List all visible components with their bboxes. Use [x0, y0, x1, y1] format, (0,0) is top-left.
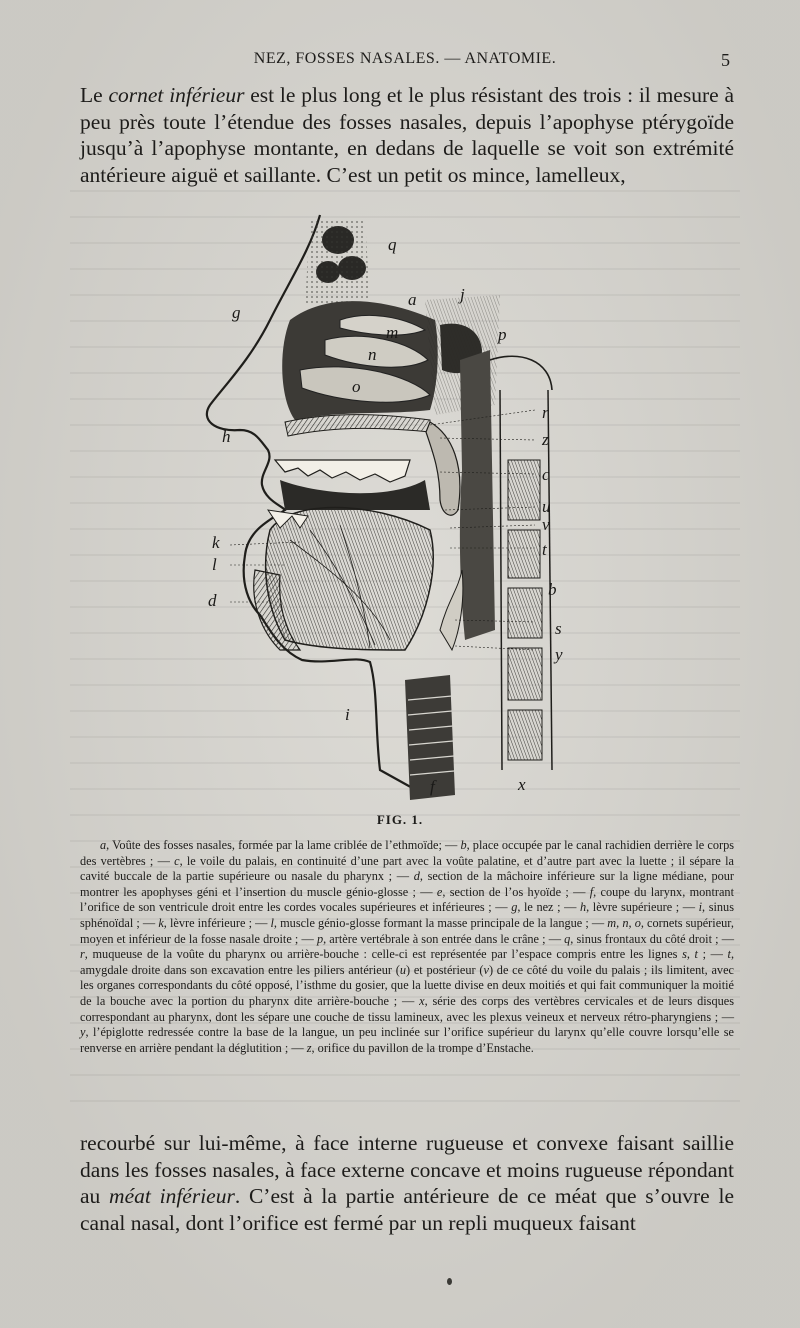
label-g: g	[232, 303, 241, 322]
anatomical-figure	[190, 210, 590, 800]
label-j: j	[460, 285, 465, 304]
label-r: r	[542, 403, 549, 422]
header-title: NEZ, FOSSES NASALES. — ANATOMIE.	[253, 50, 557, 67]
label-b: b	[548, 580, 557, 599]
tongue	[266, 508, 434, 651]
label-o: o	[352, 377, 361, 396]
paragraph-bottom	[80, 1130, 734, 1236]
caption-text-x: , série des corps des vertèbres cervicales et de leurs disques correspondant au pharynx, dont les sépare une couche de tissu lamineux, avec les plexus veineux et nerveux rétro-pharyngiens ; —	[80, 993, 734, 1024]
running-header	[80, 50, 730, 76]
caption-letter-v: v	[483, 962, 489, 977]
sagittal-section-illustration	[190, 210, 590, 800]
caption-letter-s: s	[682, 947, 687, 962]
caption-letter-d: d	[413, 869, 420, 884]
caption-text-a: , Voûte des fosses nasales, formée par la lame criblée de l’ethmoïde; —	[106, 838, 461, 852]
caption-letter-f: f	[589, 884, 594, 899]
caption-text-i: , sinus sphénoïdal ; —	[80, 900, 734, 930]
paragraph-top-part3: est le plus long et le plus résistant des trois : il mesure à peu près toute l’étendue des fosses nasales, depuis l’apophyse ptérygoïde jusqu’à l’apophyse montante, en dedans de laquelle se voit son extrémité antérieure aiguë et saillante. C’est un petit os mince, lamelleux,	[80, 83, 734, 187]
label-u: u	[542, 497, 551, 516]
label-d: d	[208, 591, 217, 610]
caption-letter-a: a	[100, 838, 107, 852]
caption-text-h: , lèvre supérieure ; —	[586, 900, 699, 915]
label-m: m	[386, 323, 399, 342]
caption-letter-g: g	[511, 900, 518, 915]
label-f: f	[430, 777, 435, 796]
caption-text-v: ) de ce côté du voile du palais ; ils limitent, avec les organes correspondants du côté opposé, l’isthme du gosier, que la luette divise en deux moitiés et qui fait communiquer la moitié de la bouche avec la portion du pharynx dite arrière-bouche ; —	[80, 962, 735, 1008]
paragraph-bottom-part3: . C’est à la partie antérieure de ce méat que s’ouvre le canal nasal, dont l’orifice est fermé par un repli muqueux faisant	[80, 1184, 734, 1235]
caption-text-t: ; —	[697, 947, 728, 962]
epiglottis	[440, 570, 463, 650]
caption-letter-u: u	[399, 962, 406, 977]
hard-palate	[285, 415, 430, 436]
label-z: z	[542, 430, 549, 449]
caption-text-f: , coupe du larynx, montrant l’orifice de son ventricule droit entre les cordes vocales supérieures et inférieures ; —	[80, 884, 734, 915]
caption-text-p: , artère vertébrale à son entrée dans le crâne ; —	[323, 931, 565, 946]
figure-title: FIG. 1.	[376, 812, 424, 827]
label-s: s	[555, 619, 562, 638]
caption-letter-q: q	[564, 931, 571, 946]
caption-letter-z: z	[306, 1040, 312, 1055]
ink-speck	[447, 1278, 452, 1285]
caption-text-g: , le nez ; —	[517, 900, 580, 915]
paragraph-top-italic: cornet inférieur	[108, 83, 245, 107]
paragraph-bottom-part1: recourbé sur lui-même, à face interne rugueuse et convexe faisant saillie dans les fosses nasales, à face externe concave et moins rugueuse répondant au	[80, 1131, 734, 1208]
caption-letter-e: e	[436, 884, 443, 899]
label-y: y	[555, 645, 563, 664]
caption-text-k: , lèvre inférieure ; —	[163, 915, 271, 930]
frontal-sinus	[305, 220, 370, 305]
caption-text-c: , le voile du palais, en continuité d’une part avec la voûte palatine, et d’autre part avec la luette ; il sépare la cavité buccale de la partie supérieure ou nasale du pharynx ; —	[80, 853, 734, 884]
caption-letter-t2: t	[727, 947, 731, 962]
label-l: l	[212, 555, 217, 574]
caption-letter-b: b	[460, 838, 467, 852]
caption-text-d: , section de la mâchoire inférieure sur la ligne médiane, pour montrer les apophyses géni et l’insertion du muscle génio-glosse ; —	[80, 869, 734, 899]
caption-letter-y: y	[80, 1025, 86, 1040]
label-n: n	[368, 345, 377, 364]
caption-letter-r: r	[80, 947, 85, 962]
paragraph-top-part1: Le	[80, 83, 109, 107]
caption-text-y: , l’épiglotte redressée contre la base de la langue, un peu inclinée sur l’orifice supérieur du larynx qu’elle couvre lorsqu’elle se renverse en arrière pendant la déglutition ; —	[80, 1025, 734, 1055]
caption-text-e: , section de l’os hyoïde ; —	[442, 884, 590, 899]
caption-text-q: , sinus frontaux du côté droit ; —	[570, 931, 734, 946]
caption-text-t2: , amygdale droite dans son excavation entre les piliers antérieur (	[80, 947, 735, 977]
caption-letter-c: c	[174, 853, 180, 868]
caption-letter-x: x	[419, 993, 425, 1008]
label-v: v	[542, 515, 550, 534]
label-k: k	[212, 533, 220, 552]
figure-caption	[80, 838, 734, 1056]
upper-teeth	[275, 460, 410, 482]
label-i: i	[345, 705, 350, 724]
label-a: a	[408, 290, 417, 309]
paragraph-bottom-italic: méat inférieur	[109, 1184, 235, 1208]
caption-text-r: , muqueuse de la voûte du pharynx ou arrière-bouche : celle-ci est représentée par l’espace compris entre les lignes	[84, 947, 683, 962]
oral-cavity	[280, 480, 430, 510]
caption-letter-p: p	[316, 931, 324, 946]
label-t: t	[542, 540, 547, 559]
page-number: 5	[721, 50, 730, 70]
caption-text-mno: , cornets supérieur, moyen et inférieur de la fosse nasale droite ; —	[80, 915, 734, 946]
label-c: c	[542, 465, 550, 484]
caption-sep-s: ,	[686, 947, 695, 962]
caption-letter-i: i	[698, 900, 703, 915]
pharynx	[460, 350, 495, 640]
label-q: q	[388, 235, 397, 254]
caption-letter-k: k	[158, 915, 164, 930]
paragraph-top	[80, 82, 734, 188]
caption-text-b: , place occupée par le canal rachidien derrière le corps des vertèbres ; —	[80, 838, 735, 868]
soft-palate	[426, 422, 460, 515]
label-h: h	[222, 427, 231, 446]
caption-text-u: ) et postérieur (	[406, 962, 484, 977]
caption-letter-h: h	[579, 900, 587, 915]
label-p: p	[498, 325, 507, 344]
label-x: x	[518, 775, 526, 794]
caption-letter-t: t	[694, 947, 698, 962]
caption-letter-l: l	[270, 915, 274, 930]
caption-text-l: , muscle génio-glosse formant la masse principale de la langue ; —	[273, 915, 608, 930]
caption-text-z: , orifice du pavillon de la trompe d’Enstache.	[311, 1040, 534, 1055]
caption-letter-mno: m, n, o	[607, 915, 641, 930]
